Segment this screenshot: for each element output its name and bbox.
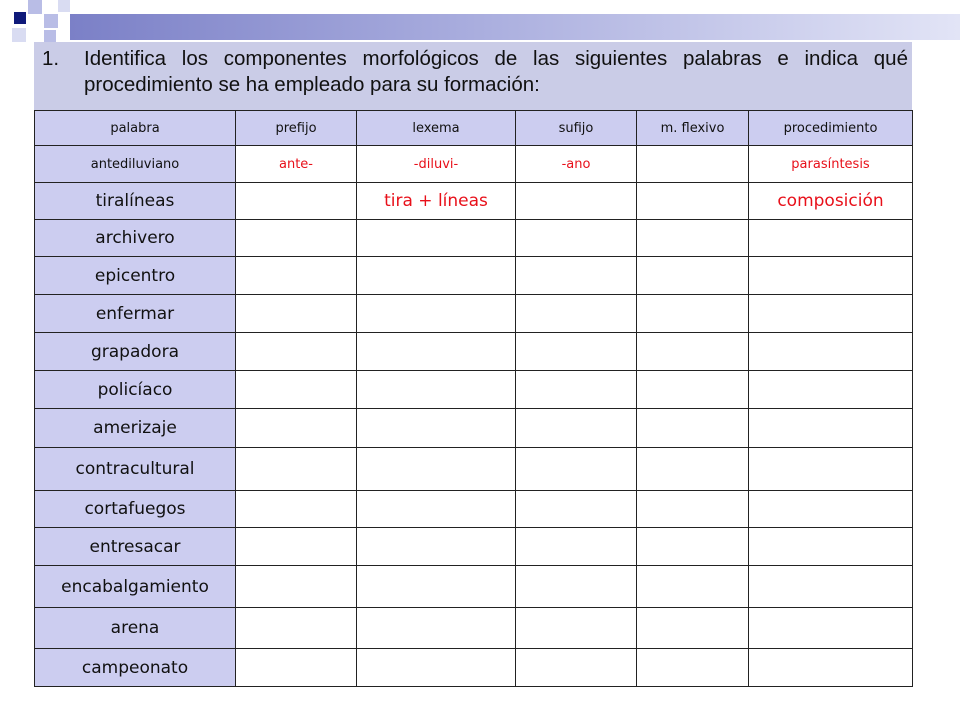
table-row	[35, 409, 913, 448]
header-m-flexivo: m. flexivo	[637, 111, 749, 146]
lexeme-cell[interactable]	[357, 649, 516, 687]
table-row	[35, 649, 913, 687]
procedure-cell[interactable]	[749, 371, 913, 409]
table-row	[35, 371, 913, 409]
lexeme-cell[interactable]	[357, 220, 516, 257]
prefix-cell[interactable]	[236, 448, 357, 491]
exercise-text: Identifica los componentes morfológicos de las siguientes palabras e indica qué procedimiento se ha empleado para su formación:	[84, 47, 908, 96]
word-cell: grapadora	[35, 333, 236, 371]
word-cell: enfermar	[35, 295, 236, 333]
header-procedimiento: procedimiento	[749, 111, 913, 146]
inflection-cell[interactable]	[637, 528, 749, 566]
word-cell: antediluviano	[35, 146, 236, 183]
procedure-cell: parasíntesis	[749, 146, 913, 183]
table-row	[35, 566, 913, 608]
inflection-cell[interactable]	[637, 220, 749, 257]
table-row	[35, 528, 913, 566]
inflection-cell[interactable]	[637, 257, 749, 295]
procedure-cell[interactable]	[749, 491, 913, 528]
prefix-cell[interactable]	[236, 295, 357, 333]
procedure-cell[interactable]	[749, 566, 913, 608]
suffix-cell[interactable]	[516, 220, 637, 257]
prefix-cell[interactable]	[236, 566, 357, 608]
word-cell: entresacar	[35, 528, 236, 566]
suffix-cell: -ano	[516, 146, 637, 183]
inflection-cell[interactable]	[637, 295, 749, 333]
prefix-cell[interactable]	[236, 333, 357, 371]
prefix-cell[interactable]	[236, 608, 357, 649]
corner-square-lavender	[28, 0, 42, 14]
procedure-cell[interactable]	[749, 220, 913, 257]
lexeme-cell[interactable]	[357, 566, 516, 608]
procedure-cell[interactable]	[749, 649, 913, 687]
table-row	[35, 448, 913, 491]
prefix-cell[interactable]	[236, 409, 357, 448]
procedure-cell: composición	[749, 183, 913, 220]
word-cell: cortafuegos	[35, 491, 236, 528]
inflection-cell[interactable]	[637, 649, 749, 687]
lexeme-cell[interactable]	[357, 257, 516, 295]
procedure-cell[interactable]	[749, 333, 913, 371]
suffix-cell[interactable]	[516, 566, 637, 608]
table-row	[35, 608, 913, 649]
lexeme-cell[interactable]	[357, 608, 516, 649]
prefix-cell[interactable]	[236, 649, 357, 687]
inflection-cell[interactable]	[637, 566, 749, 608]
prefix-cell	[236, 183, 357, 220]
suffix-cell	[516, 183, 637, 220]
inflection-cell	[637, 183, 749, 220]
header-sufijo: sufijo	[516, 111, 637, 146]
morphology-table	[34, 110, 913, 687]
corner-square-lavender-2	[44, 14, 58, 28]
prefix-cell[interactable]	[236, 257, 357, 295]
procedure-cell[interactable]	[749, 608, 913, 649]
prefix-cell[interactable]	[236, 528, 357, 566]
suffix-cell[interactable]	[516, 608, 637, 649]
prefix-cell[interactable]	[236, 220, 357, 257]
lexeme-cell[interactable]	[357, 409, 516, 448]
table-row	[35, 333, 913, 371]
word-cell: amerizaje	[35, 409, 236, 448]
lexeme-cell[interactable]	[357, 295, 516, 333]
word-cell: contracultural	[35, 448, 236, 491]
suffix-cell[interactable]	[516, 371, 637, 409]
inflection-cell[interactable]	[637, 333, 749, 371]
suffix-cell[interactable]	[516, 448, 637, 491]
lexeme-cell[interactable]	[357, 448, 516, 491]
suffix-cell[interactable]	[516, 649, 637, 687]
word-cell: arena	[35, 608, 236, 649]
table-row	[35, 220, 913, 257]
inflection-cell[interactable]	[637, 409, 749, 448]
corner-square-light-2	[12, 28, 26, 42]
header-palabra: palabra	[35, 111, 236, 146]
table-row	[35, 146, 913, 183]
procedure-cell[interactable]	[749, 257, 913, 295]
word-cell: campeonato	[35, 649, 236, 687]
table-header-row	[35, 111, 913, 146]
word-cell: encabalgamiento	[35, 566, 236, 608]
procedure-cell[interactable]	[749, 448, 913, 491]
title-gradient-bar	[70, 14, 960, 40]
header-prefijo: prefijo	[236, 111, 357, 146]
exercise-instruction	[42, 46, 908, 98]
prefix-cell[interactable]	[236, 371, 357, 409]
inflection-cell[interactable]	[637, 371, 749, 409]
corner-square-lavender-3	[44, 30, 56, 42]
word-cell: policíaco	[35, 371, 236, 409]
word-cell: tiralíneas	[35, 183, 236, 220]
suffix-cell[interactable]	[516, 409, 637, 448]
suffix-cell[interactable]	[516, 295, 637, 333]
procedure-cell[interactable]	[749, 409, 913, 448]
suffix-cell[interactable]	[516, 333, 637, 371]
procedure-cell[interactable]	[749, 295, 913, 333]
suffix-cell[interactable]	[516, 257, 637, 295]
corner-square-light	[58, 0, 70, 12]
prefix-cell[interactable]	[236, 491, 357, 528]
lexeme-cell[interactable]	[357, 528, 516, 566]
lexeme-cell[interactable]	[357, 491, 516, 528]
lexeme-cell[interactable]	[357, 371, 516, 409]
lexeme-cell: tira + líneas	[357, 183, 516, 220]
table-row	[35, 183, 913, 220]
exercise-number: 1.	[42, 47, 60, 70]
lexeme-cell[interactable]	[357, 333, 516, 371]
inflection-cell	[637, 146, 749, 183]
table-row	[35, 295, 913, 333]
lexeme-cell: -diluvi-	[357, 146, 516, 183]
header-lexema: lexema	[357, 111, 516, 146]
suffix-cell[interactable]	[516, 528, 637, 566]
word-cell: epicentro	[35, 257, 236, 295]
inflection-cell[interactable]	[637, 491, 749, 528]
inflection-cell[interactable]	[637, 608, 749, 649]
table-row	[35, 491, 913, 528]
procedure-cell[interactable]	[749, 528, 913, 566]
table-row	[35, 257, 913, 295]
prefix-cell: ante-	[236, 146, 357, 183]
inflection-cell[interactable]	[637, 448, 749, 491]
suffix-cell[interactable]	[516, 491, 637, 528]
corner-square-navy	[14, 12, 26, 24]
word-cell: archivero	[35, 220, 236, 257]
